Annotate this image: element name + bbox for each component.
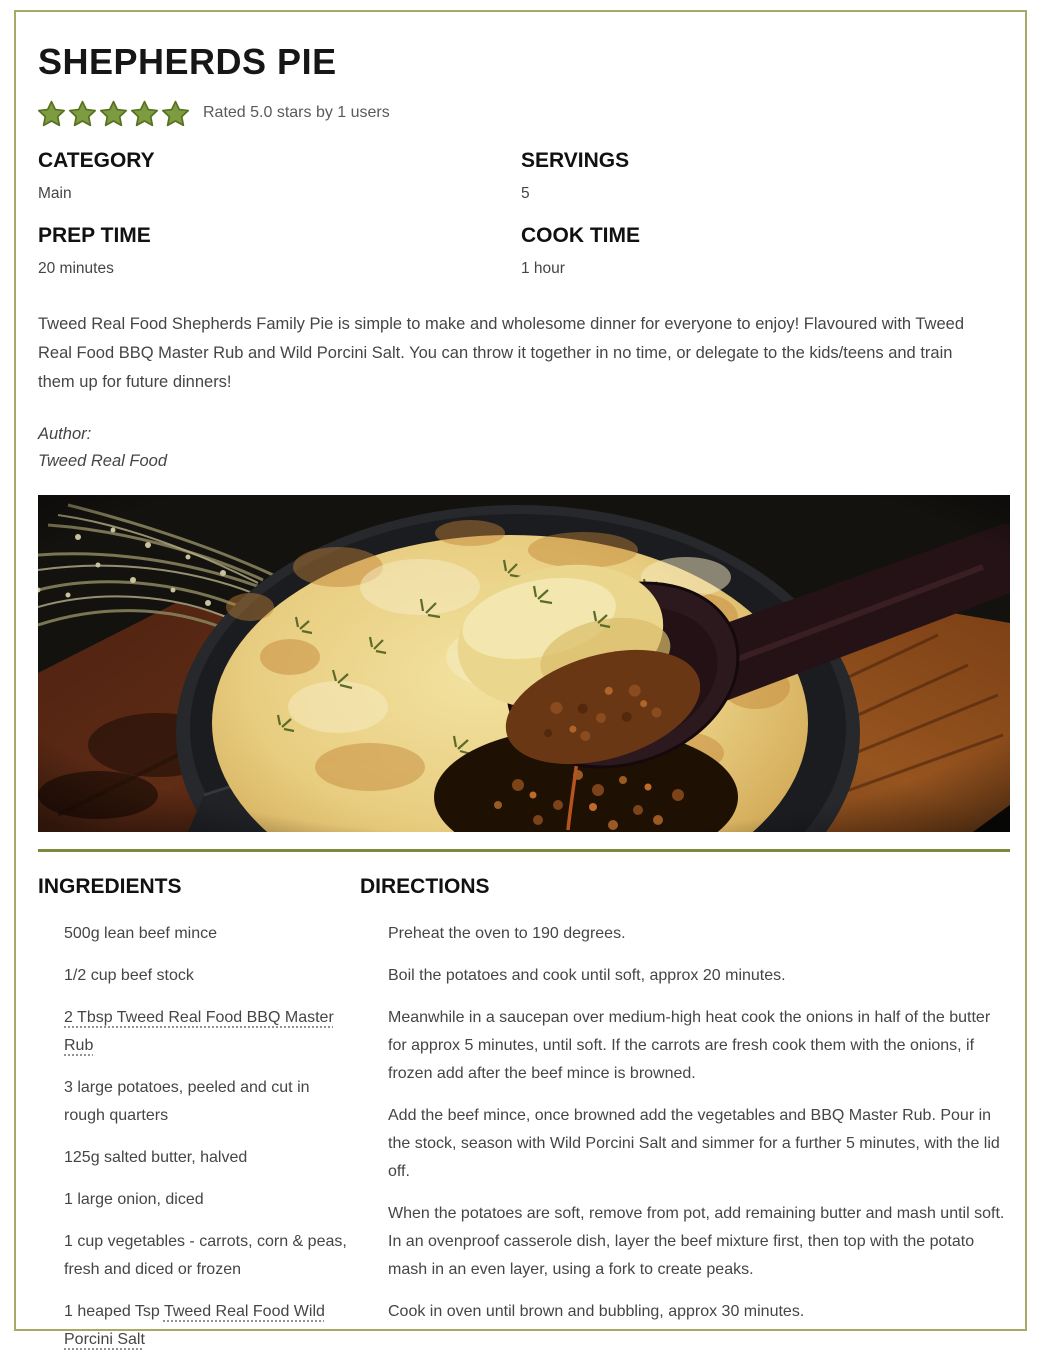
prep-time-label: PREP TIME <box>38 224 151 247</box>
ingredient-text: 125g salted butter, halved <box>64 1149 248 1166</box>
ingredient-item <box>64 920 348 948</box>
rating-row <box>38 98 1010 128</box>
meta-servings <box>521 148 1010 205</box>
recipe-meta <box>38 148 1010 280</box>
ingredient-item <box>64 1298 348 1354</box>
ingredient-item <box>64 1144 348 1172</box>
ingredient-text: 1 heaped Tsp <box>64 1303 164 1320</box>
star-icon <box>69 100 96 127</box>
author-name: Tweed Real Food <box>38 452 168 470</box>
author-block <box>38 421 1010 475</box>
ingredients-directions-section <box>38 874 1010 1368</box>
prep-time-value: 20 minutes <box>38 260 114 277</box>
star-icon <box>100 100 127 127</box>
ingredients-column <box>38 874 360 1368</box>
ingredient-link[interactable]: 2 Tbsp Tweed Real Food BBQ Master Rub <box>64 1009 334 1054</box>
ingredients-list <box>38 920 360 1354</box>
ingredient-text: 3 large potatoes, peeled and cut in rough quarters <box>64 1079 310 1124</box>
directions-column <box>360 874 1010 1368</box>
star-icon <box>162 100 189 127</box>
direction-step: Boil the potatoes and cook until soft, approx 20 minutes. <box>388 967 786 984</box>
recipe-description: Tweed Real Food Shepherds Family Pie is simple to make and wholesome dinner for everyone to enjoy! Flavoured with Tweed Real Food BBQ Master Rub and Wild Porcini Salt. You can throw it together in no time, or delegate to the kids/teens and train them up for future dinners! <box>38 315 965 391</box>
direction-step: Add the beef mince, once browned add the vegetables and BBQ Master Rub. Pour in the stock, season with Wild Porcini Salt and simmer for a further 5 minutes, with the lid off. <box>388 1107 1000 1180</box>
meta-cook-time <box>521 223 1010 280</box>
star-icon <box>38 100 65 127</box>
ingredient-item <box>64 1074 348 1130</box>
ingredient-text: 1 large onion, diced <box>64 1191 204 1208</box>
star-icon <box>131 100 158 127</box>
category-label: CATEGORY <box>38 149 155 172</box>
direction-step: Cook in oven until brown and bubbling, approx 30 minutes. <box>388 1303 805 1320</box>
servings-label: SERVINGS <box>521 149 630 172</box>
servings-value: 5 <box>521 185 530 202</box>
directions-list <box>360 920 1010 1326</box>
author-label: Author: <box>38 425 92 443</box>
meta-category <box>38 148 521 205</box>
ingredient-item <box>64 1228 348 1284</box>
cook-time-label: COOK TIME <box>521 224 640 247</box>
direction-step: Meanwhile in a saucepan over medium-high heat cook the onions in half of the butter for approx 5 minutes, until soft. If the carrots are fresh cook them with the onions, if frozen add after the beef mince is browned. <box>388 1009 991 1082</box>
category-value: Main <box>38 185 72 202</box>
direction-step: Preheat the oven to 190 degrees. <box>388 925 626 942</box>
cook-time-value: 1 hour <box>521 260 565 277</box>
ingredient-item <box>64 1186 348 1214</box>
ingredient-text: 1 cup vegetables - carrots, corn & peas, fresh and diced or frozen <box>64 1233 347 1278</box>
direction-step: When the potatoes are soft, remove from pot, add remaining butter and mash until soft. In an ovenproof casserole dish, layer the beef mixture first, then top with the potato mash in an even layer, using a fork to create peaks. <box>388 1205 1005 1278</box>
ingredient-item <box>64 962 348 990</box>
ingredient-link[interactable]: Tweed Real Food Wild Porcini Salt <box>64 1303 325 1348</box>
rating-text: Rated 5.0 stars by 1 users <box>203 104 390 121</box>
section-divider <box>38 849 1010 852</box>
page-title: SHEPHERDS PIE <box>38 41 337 82</box>
meta-prep-time <box>38 223 521 280</box>
ingredient-item <box>64 1004 348 1060</box>
recipe-card <box>14 10 1027 1348</box>
recipe-photo <box>38 495 1010 832</box>
ingredient-text: 500g lean beef mince <box>64 925 217 942</box>
ingredients-heading: INGREDIENTS <box>38 875 182 898</box>
photo-vignette <box>38 495 1010 832</box>
directions-heading: DIRECTIONS <box>360 875 490 898</box>
ingredient-text: 1/2 cup beef stock <box>64 967 194 984</box>
